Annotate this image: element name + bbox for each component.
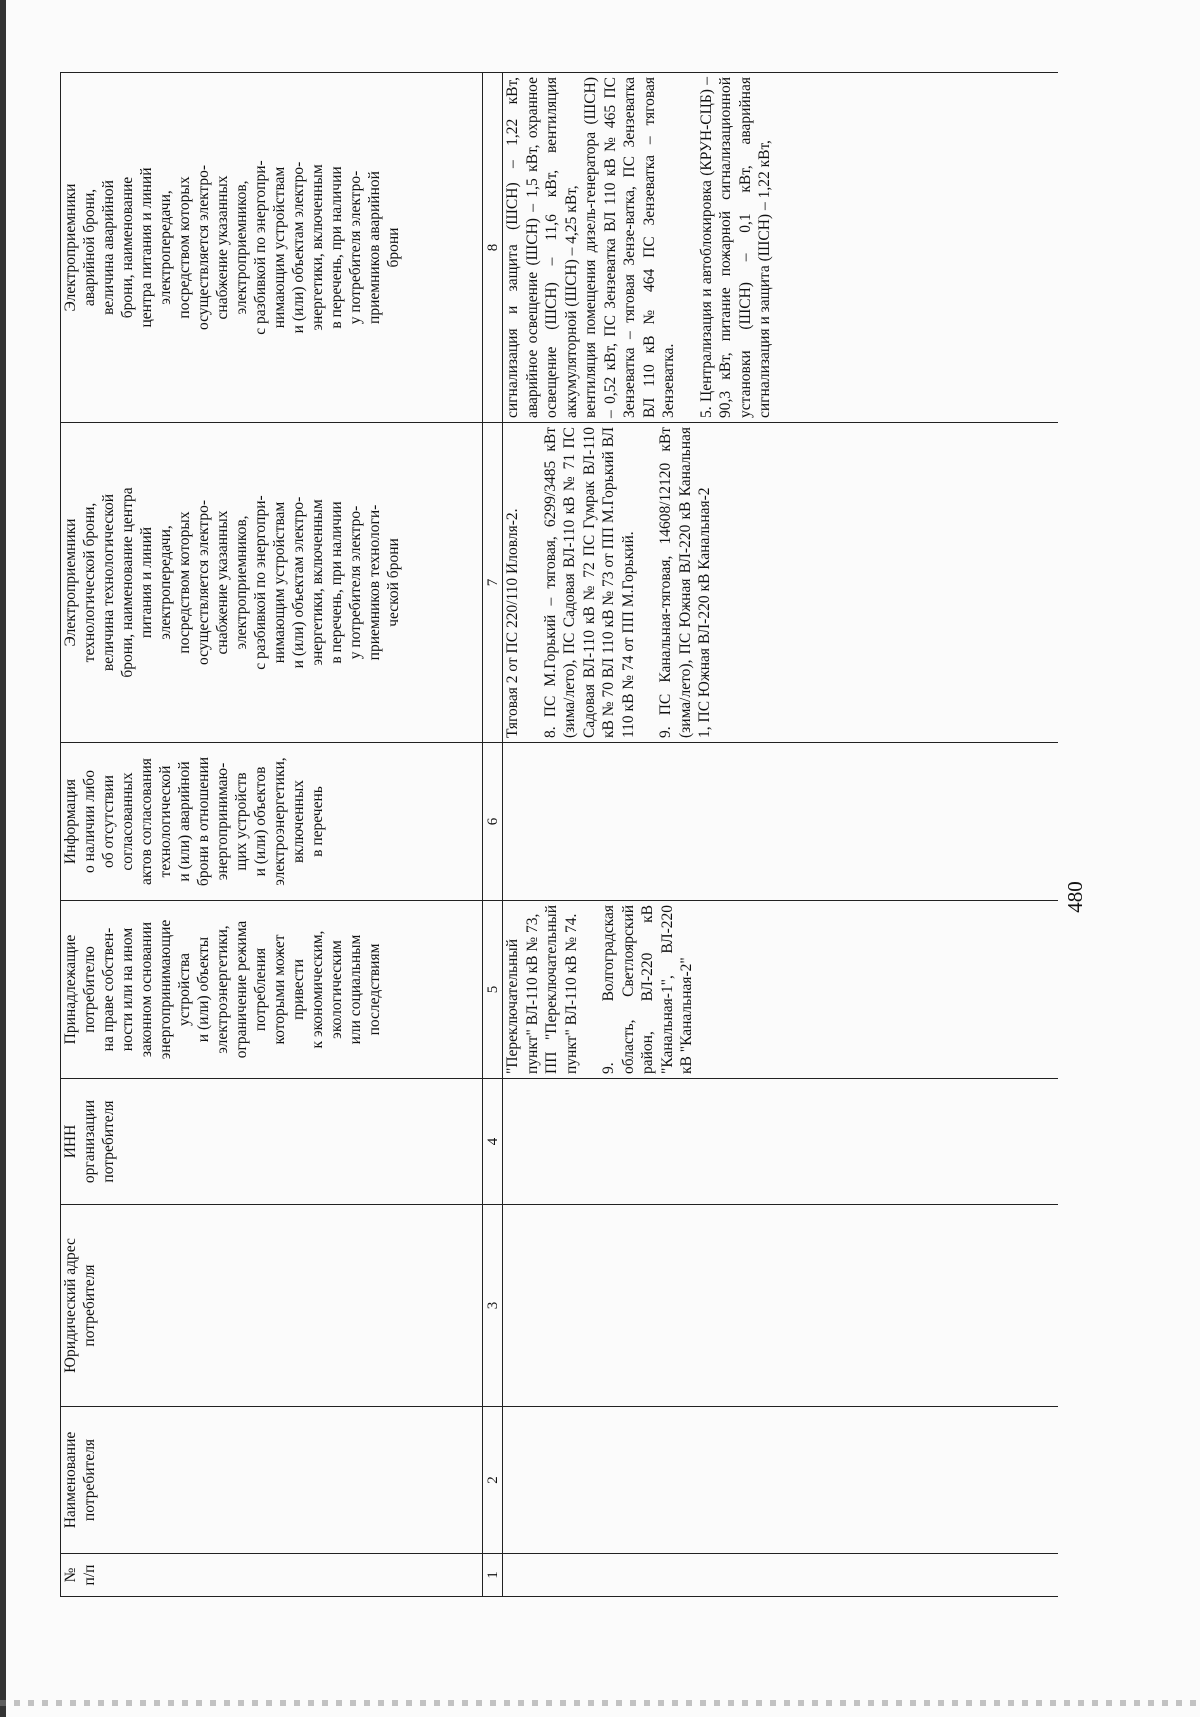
header-line: ческой брони: [385, 538, 402, 627]
header-line: электроприемников,: [233, 515, 250, 650]
header-line: законном основании: [138, 921, 155, 1058]
header-line: и (или) объектам электро-: [290, 161, 307, 334]
header-line: технологической брони,: [81, 502, 98, 663]
body-paragraph: 8. ПС М.Горький – тяговая, 6299/3485 кВт (зима/лето), ПС Садовая ВЛ-110 кВ № 71 ПС Садовая ВЛ-110 кВ № 72 ПС Гумрак ВЛ-110 кВ № 70 ВЛ 110 кВ № 73 от ПП М.Горький ВЛ 110 кВ № 74 от ПП М.Горький.: [541, 427, 637, 738]
header-line: приемников аварийной: [366, 171, 383, 324]
paragraph-gap: [523, 423, 541, 742]
header-line: потребителя: [100, 1100, 117, 1183]
header-line: согласованных: [119, 772, 136, 871]
header-line: Принадлежащие: [62, 934, 79, 1045]
header-line: Наименование: [62, 1431, 79, 1529]
header-line: щих устройств: [233, 772, 250, 871]
header-line: Информация: [62, 778, 79, 865]
header-cell-4: [61, 1079, 483, 1205]
data-row: [503, 73, 1059, 1597]
header-cell-6: [61, 743, 483, 901]
header-line: энергопринимаю-: [214, 762, 231, 881]
body-cell-3: [503, 1205, 1059, 1407]
body-cell-1: [503, 1554, 1059, 1597]
body-paragraph: сигнализация и защита (ШСН) – 1,22 кВт, аварийное освещение (ШСН) – 1,5 кВт, охранное освещение (ШСН) – 11,6 кВт, вентиляция аккумуляторной (ШСН) – 4,25 кВт,: [504, 77, 580, 418]
column-number-1: 1: [483, 1554, 503, 1597]
header-line: нимающим устройствам: [271, 501, 288, 664]
header-line: электропередачи,: [157, 525, 174, 640]
body-paragraph: вентиляция помещения дизель-генератора (ШСН) – 0,52 кВт, ПС Зензеватка ВЛ 110 кВ № 465 ПС Зензеватка – тяговая Зензе-ватка, ПС Зензеватка ВЛ 110 кВ № 464 ПС Зензеватка – тяговая Зензеватка.: [582, 77, 677, 418]
header-line: или социальным: [347, 934, 364, 1045]
header-line: приемников технологи-: [366, 504, 383, 661]
header-line: осуществляется электро-: [195, 499, 212, 666]
header-line: в перечень, при наличии: [328, 501, 345, 664]
header-line: об отсутствии: [100, 775, 117, 868]
header-line: нимающим устройствам: [271, 166, 288, 329]
header-line: центра питания и линий: [138, 167, 155, 328]
column-number-8: 8: [483, 73, 503, 423]
header-line: аварийной брони,: [81, 188, 98, 307]
header-line: в перечень, при наличии: [328, 166, 345, 329]
header-line: потребителя: [81, 1438, 98, 1522]
header-line: включенных: [290, 780, 307, 864]
header-line: электроэнергетики,: [214, 925, 231, 1054]
body-cell-6: [503, 743, 1059, 901]
header-line: организации: [81, 1099, 98, 1184]
header-line: в перечень: [309, 786, 326, 857]
body-cell-2: [503, 1407, 1059, 1554]
header-line: потребителя: [81, 1264, 98, 1347]
paragraph-gap: [679, 73, 697, 422]
header-line: ИНН: [62, 1124, 79, 1159]
paragraph-gap: [638, 423, 656, 742]
header-line: устройства: [176, 952, 193, 1027]
header-line: привести: [290, 959, 307, 1020]
header-line: на праве собствен-: [100, 927, 117, 1052]
header-line: электроприемников,: [233, 180, 250, 315]
header-line: к экономическим,: [309, 930, 326, 1049]
header-line: с разбивкой по энергопри-: [252, 160, 269, 335]
header-line: электропередачи,: [157, 190, 174, 305]
header-line: потребителю: [81, 946, 98, 1033]
header-line: ности или на ином: [119, 927, 136, 1052]
header-cell-5: [61, 901, 483, 1079]
header-cell-2: [61, 1407, 483, 1554]
header-line: Электроприемники: [62, 183, 79, 312]
column-number-3: 3: [483, 1205, 503, 1407]
column-number-4: 4: [483, 1079, 503, 1205]
body-cell-5: [503, 901, 1059, 1079]
header-line: о наличии либо: [81, 770, 98, 873]
header-line: №: [62, 1567, 79, 1583]
column-number-2: 2: [483, 1407, 503, 1554]
header-line: ограничение режима: [233, 920, 250, 1059]
header-line: посредством которых: [176, 511, 193, 654]
header-line: питания и линий: [138, 526, 155, 639]
header-cell-7: [61, 423, 483, 743]
header-line: энергетики, включенным: [309, 499, 326, 666]
header-line: актов согласования: [138, 758, 155, 885]
header-row: [61, 73, 483, 1597]
header-line: потребления: [252, 947, 269, 1032]
body-paragraph: 9. Волгоградская область, Светлоярский район, ВЛ-220 кВ "Канальная-1", ВЛ-220 кВ "Канальная-2": [600, 905, 695, 1074]
header-line: снабжение указанных: [214, 175, 231, 320]
header-line: осуществляется электро-: [195, 164, 212, 331]
header-line: энергопринимающие: [157, 919, 174, 1060]
body-paragraph: Тяговая 2 от ПС 220/110 Иловля-2.: [504, 508, 521, 738]
header-line: п/п: [81, 1564, 98, 1586]
header-line: и (или) объекты: [195, 936, 212, 1043]
column-number-7: 7: [483, 423, 503, 743]
body-paragraph: "Переключательный пункт" ВЛ-110 кВ № 73,: [504, 913, 541, 1074]
header-line: величина аварийной: [100, 180, 117, 315]
header-cell-8: [61, 73, 483, 423]
header-line: брони: [385, 227, 402, 268]
body-paragraph: 5. Централизация и автоблокировка (КРУН-СЦБ) –90,3 кВт, питание пожарной сигнализационной установки (ШСН) – 0,1 кВт, аварийная сигнализация и защита (ШСН) – 1,22 кВт,: [697, 77, 773, 418]
header-cell-3: [61, 1205, 483, 1407]
body-paragraph: 9. ПС Канальная-тяговая, 14608/12120 кВт (зима/лето), ПС Южная ВЛ-220 кВ Канальная 1, ПС Южная ВЛ-220 кВ Канальная-2: [657, 427, 713, 738]
header-line: Электроприемники: [62, 518, 79, 647]
page-number: 480: [1063, 881, 1087, 913]
body-cell-8: [503, 73, 1059, 423]
column-number-5: 5: [483, 901, 503, 1079]
body-cell-4: [503, 1079, 1059, 1205]
header-line: и (или) объектов: [252, 766, 269, 877]
header-line: энергетики, включенным: [309, 164, 326, 331]
header-line: брони, наименование центра: [119, 487, 136, 678]
header-line: брони в отношении: [195, 756, 212, 887]
header-line: и (или) аварийной: [176, 761, 193, 882]
header-line: электроэнергетики,: [271, 757, 288, 886]
consumer-table: [60, 72, 1058, 1597]
column-number-row: [483, 73, 503, 1597]
header-line: посредством которых: [176, 176, 193, 319]
header-line: у потребителя электро-: [347, 170, 364, 325]
header-line: Юридический адрес: [62, 1238, 79, 1373]
body-paragraph: ПП "Переключательный пункт" ВЛ-110 кВ № 74.: [543, 905, 580, 1074]
header-line: и (или) объектам электро-: [290, 496, 307, 669]
paragraph-gap: [581, 901, 599, 1078]
header-line: величина технологической: [100, 493, 117, 672]
header-line: экологическим: [328, 940, 345, 1039]
header-line: с разбивкой по энергопри-: [252, 495, 269, 670]
header-line: снабжение указанных: [214, 510, 231, 655]
body-cell-7: [503, 423, 1059, 743]
header-cell-1: [61, 1554, 483, 1597]
header-line: которыми может: [271, 934, 288, 1045]
header-line: у потребителя электро-: [347, 505, 364, 660]
column-number-6: 6: [483, 743, 503, 901]
header-line: последствиям: [366, 943, 383, 1036]
header-line: технологической: [157, 765, 174, 878]
header-line: брони, наименование: [119, 176, 136, 319]
